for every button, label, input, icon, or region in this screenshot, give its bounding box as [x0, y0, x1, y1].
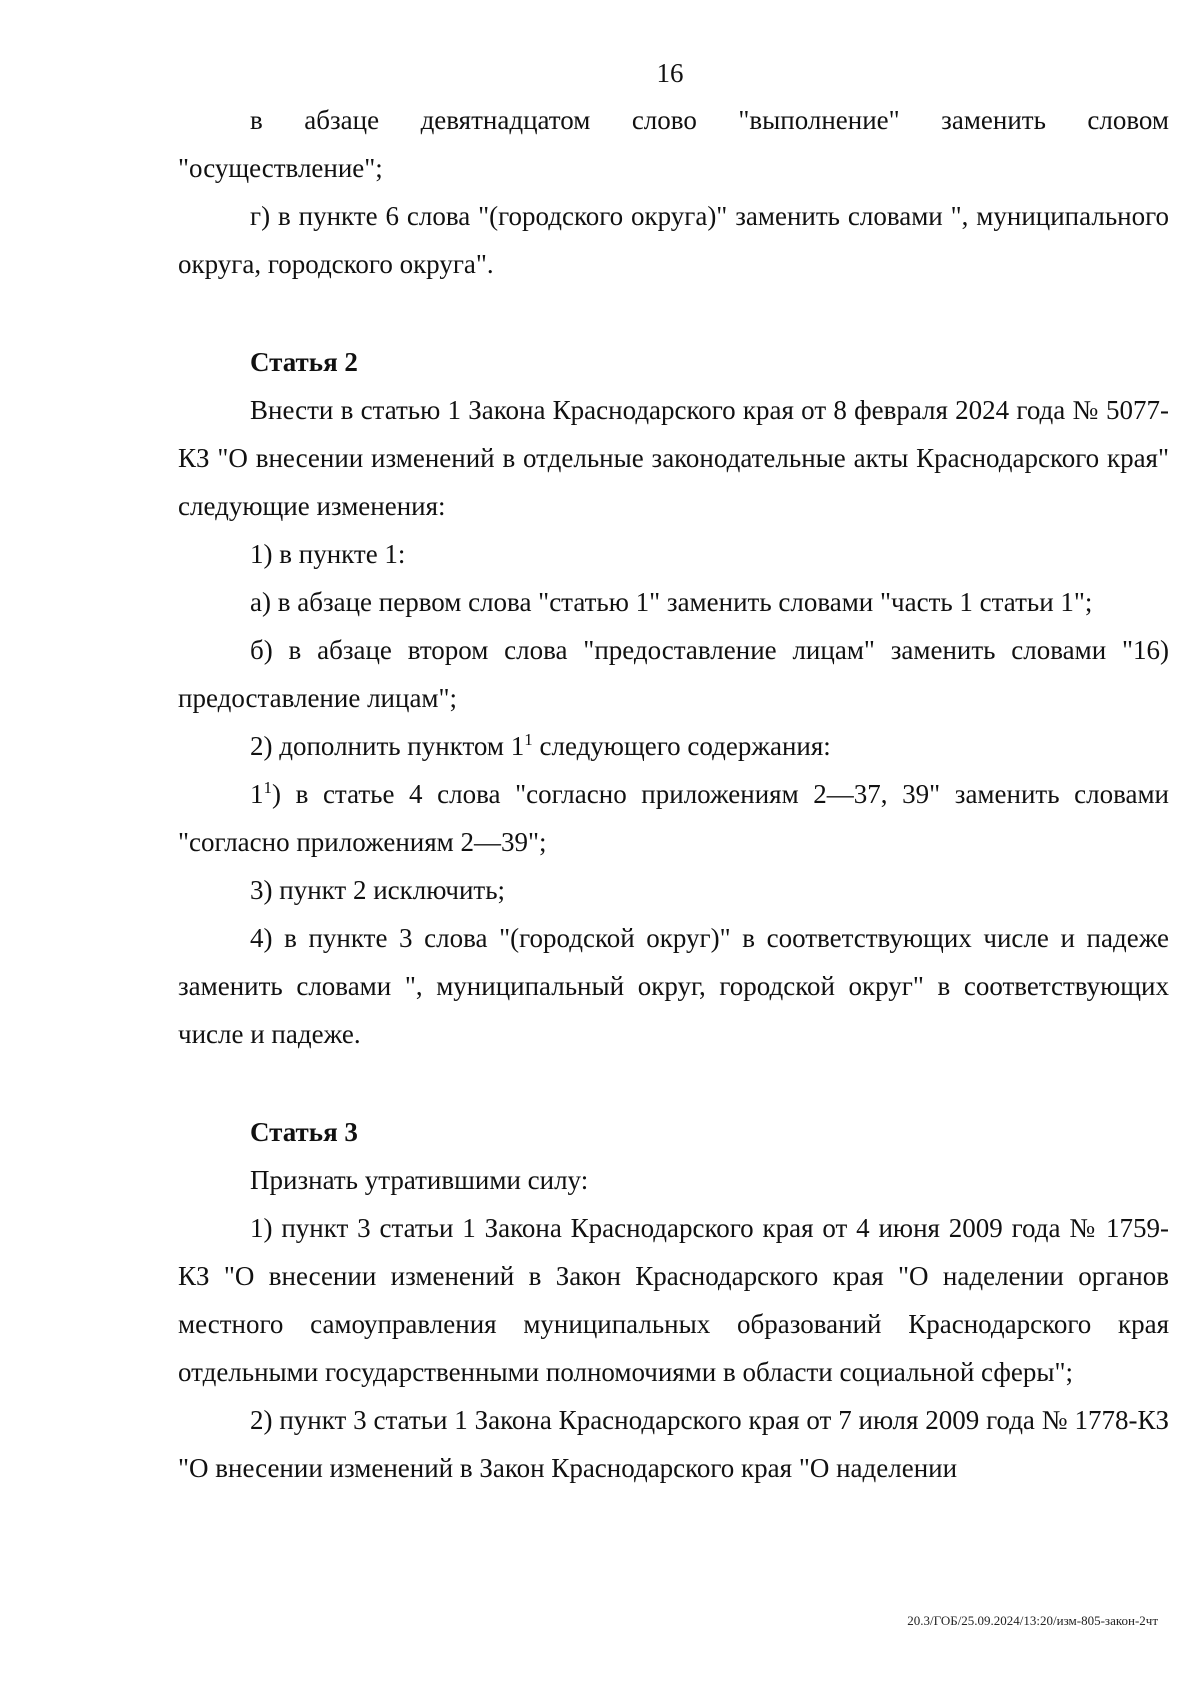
superscript: 1 — [524, 730, 533, 749]
list-item: а) в абзаце первом слова "статью 1" заменить словами "часть 1 статьи 1"; — [250, 587, 1093, 617]
paragraph: г) в пункте 6 слова "(городского округа)" заменить словами ", муниципального округа, городского округа". — [178, 201, 1169, 279]
page-number: 16 — [656, 58, 684, 88]
document-code: 20.3/ГОБ/25.09.2024/13:20/изм-805-закон-2чт — [907, 1613, 1158, 1628]
section-gap — [178, 1058, 1169, 1108]
paragraph: в абзаце девятнадцатом слово "выполнение" заменить словом "осуществление"; — [178, 105, 1169, 183]
text-run: ) в статье 4 слова "согласно приложениям 2—37, 39" заменить словами "согласно приложениям 2—39"; — [178, 779, 1169, 857]
list-item: 2) пункт 3 статьи 1 Закона Краснодарского края от 7 июля 2009 года № 1778-КЗ "О внесении изменений в Закон Краснодарского края "О наделении — [178, 1405, 1169, 1483]
list-item: 1) в пункте 1: — [250, 539, 406, 569]
article-3-heading: Статья 3 — [250, 1117, 358, 1147]
list-item: 4) в пункте 3 слова "(городской округ)" в соответствующих числе и падеже заменить словами ", муниципальный округ, городской округ" в соответствующих числе и падеже. — [178, 923, 1169, 1049]
document-body — [178, 96, 1169, 1492]
text-run: 2) дополнить пунктом 1 — [250, 731, 525, 761]
text-run: 1 — [250, 779, 264, 809]
text-run: следующего содержания: — [532, 731, 831, 761]
section-gap — [178, 288, 1169, 338]
list-item: б) в абзаце втором слова "предоставление лицам" заменить словами "16) предоставление лицам"; — [178, 635, 1169, 713]
paragraph: Признать утратившими силу: — [250, 1165, 589, 1195]
list-item — [178, 722, 1169, 770]
list-item: 1) пункт 3 статьи 1 Закона Краснодарского края от 4 июня 2009 года № 1759-КЗ "О внесении изменений в Закон Краснодарского края "О наделении органов местного самоуправления муниципальных образований Краснодарского края отдельными государственными полномочиями в области социальной сферы"; — [178, 1213, 1169, 1387]
list-item — [178, 770, 1169, 866]
paragraph: Внести в статью 1 Закона Краснодарского края от 8 февраля 2024 года № 5077-КЗ "О внесении изменений в отдельные законодательные акты Краснодарского края" следующие изменения: — [178, 395, 1169, 521]
superscript: 1 — [263, 778, 272, 797]
list-item: 3) пункт 2 исключить; — [250, 875, 506, 905]
article-2-heading: Статья 2 — [250, 347, 358, 377]
